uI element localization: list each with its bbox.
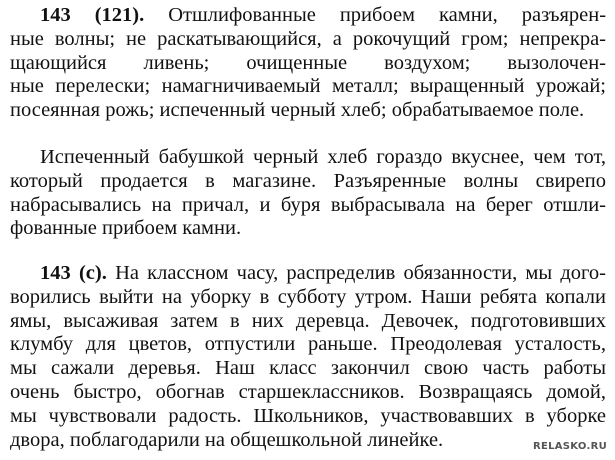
text-line: щающийся ливень; очищенные воздухом; вызолочен-	[10, 51, 606, 74]
site-watermark: RELASKO.RU	[532, 441, 607, 452]
text-line: Испеченный бабушкой черный хлеб гораздо вкуснее, чем тот,	[40, 146, 606, 168]
exercise-143-c	[10, 262, 606, 452]
exercise-number: 143 (121).	[40, 4, 145, 26]
text-line: фованные прибоем камни.	[10, 217, 242, 240]
text-line: набрасывались на причал, и буря выбрасывала на берег отшли-	[10, 193, 606, 216]
text-line: 143 (с). На классном часу, распределив обязанности, мы дого-	[40, 262, 607, 284]
text-line: ные волны; не раскатывающийся, а рокочущий гром; непрекра-	[10, 27, 606, 50]
exercise-143-121	[10, 4, 606, 123]
text-line: мы чувствовали радость. Школьников, участвовавших в уборке	[10, 404, 606, 427]
text-line: мы сажали деревья. Наш класс закончил свою часть работы	[10, 357, 606, 380]
text-line: очень быстро, обогнав старшеклассников. Возвращаясь домой,	[10, 380, 606, 403]
text-line: который продается в магазине. Разъяренные волны свирепо	[10, 169, 606, 192]
text-line: посеянная рожь; испеченный черный хлеб; обрабатываемое поле.	[10, 99, 585, 122]
text-line: ные перелески; намагничиваемый металл; выращенный урожай;	[10, 75, 606, 98]
text-line: двора, поблагодарили на общешкольной линейке.	[10, 428, 444, 451]
text-line: 143 (121). Отшлифованные прибоем камни, разъярен-	[40, 4, 607, 26]
text-line: ворились выйти на уборку в субботу утром. Наши ребята копали	[10, 285, 606, 308]
text-line: ямы, высаживая затем в них деревца. Девочек, подготовивших	[10, 309, 606, 332]
text-line: клумбу для цветов, отпустили раньше. Преодолевая усталость,	[10, 333, 606, 356]
exercise-number: 143 (с).	[40, 262, 107, 284]
paragraph-sentences	[10, 146, 606, 241]
